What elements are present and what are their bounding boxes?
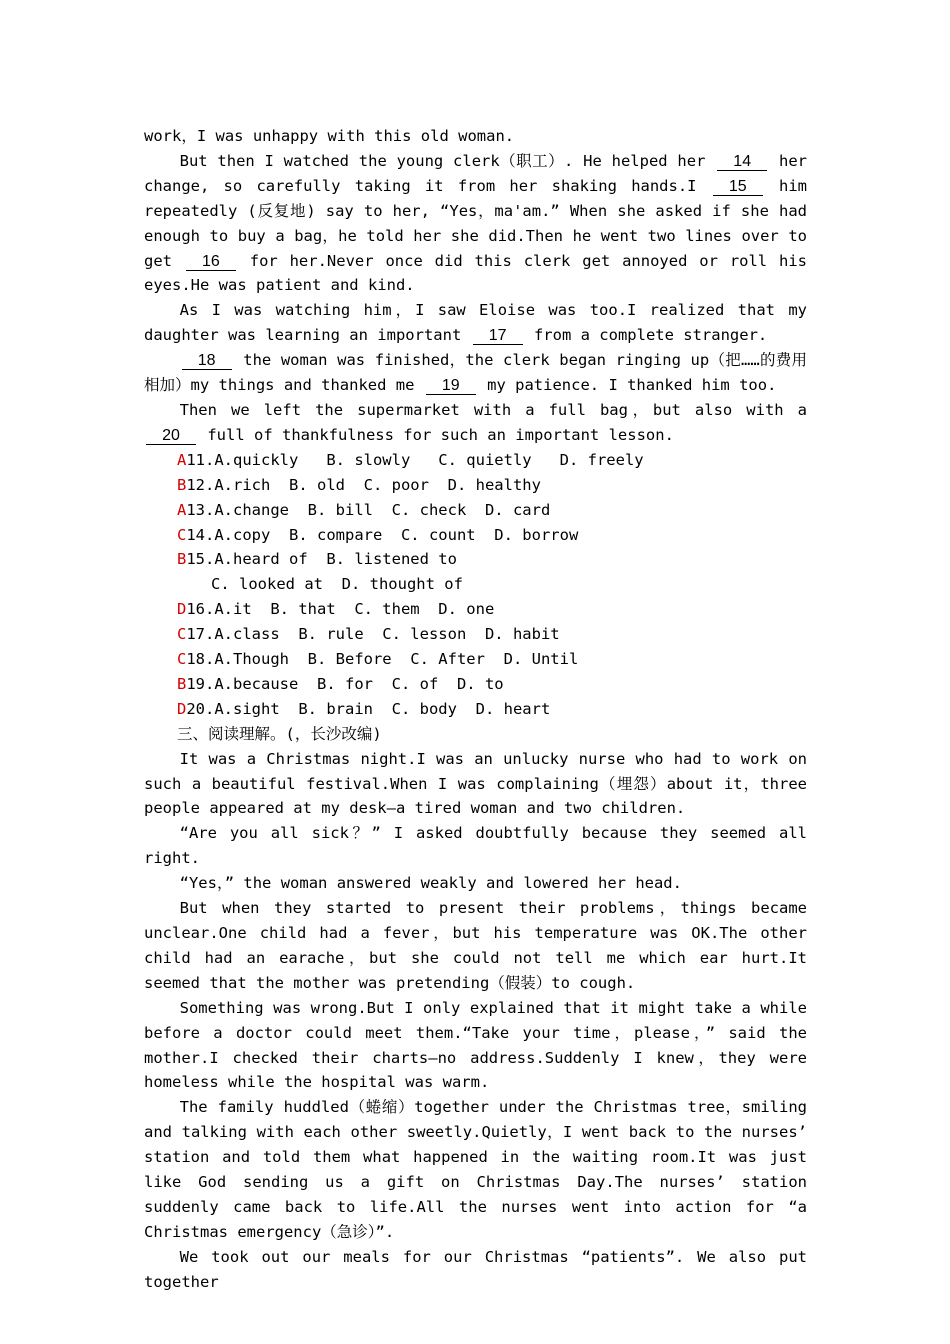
blank-17: 17: [473, 327, 523, 345]
paragraph: The family huddled（蜷缩）together under the Christmas tree，smiling and talking with each other sweetly.Quietly，I went back to the nurses’ station and told them what happened in the waiting room.It was just like God sending us a gift on Christmas Day.The nurses’ station suddenly came back to life.All the nurses went into action for “a Christmas emergency（急诊）”.: [144, 1098, 807, 1241]
question-options: 14.A.copy B. compare C. count D. borrow: [186, 525, 579, 544]
question-19: [144, 672, 807, 697]
blank-16: 16: [186, 253, 236, 271]
blank-20: 20: [146, 427, 196, 445]
text: my patience. I thanked him too.: [477, 376, 777, 395]
answer-key: A: [177, 450, 187, 469]
answer-key: B: [177, 674, 187, 693]
question-options: 15.A.heard of B. listened to: [186, 550, 457, 569]
text: him repeatedly (反复地) say to her, “Yes，ma'am.” When she asked if she had enough to buy a bag，he told her she did.Then he went two lines over to get: [144, 176, 808, 270]
document-page: [144, 124, 807, 1295]
answer-key: D: [177, 600, 187, 619]
question-options: 19.A.because B. for C. of D. to: [186, 674, 504, 693]
question-list: [144, 448, 807, 722]
answer-key: C: [177, 525, 187, 544]
question-14: [144, 523, 807, 548]
reading-passage: [144, 747, 807, 1295]
blank-19: 19: [426, 377, 476, 395]
question-15-continued: C. looked at D. thought of: [211, 575, 463, 594]
question-options: 20.A.sight B. brain C. body D. heart: [186, 699, 551, 718]
question-20: [144, 697, 807, 722]
section-heading: 三、阅读理解。(，长沙改编): [177, 724, 382, 743]
blank-18: 18: [182, 352, 232, 370]
answer-key: C: [177, 625, 187, 644]
answer-key: A: [177, 500, 187, 519]
paragraph: We took out our meals for our Christmas “patients”. We also put together: [144, 1247, 807, 1291]
paragraph: “Are you all sick？” I asked doubtfully because they seemed all right.: [144, 824, 807, 868]
text: from a complete stranger.: [524, 326, 768, 345]
blank-15: 15: [713, 178, 763, 196]
text: her change, so carefully taking it from her shaking hands.I: [144, 151, 807, 195]
paragraph: “Yes，” the woman answered weakly and lowered her head.: [179, 874, 682, 893]
question-options: 11.A.quickly B. slowly C. quietly D. freely: [186, 450, 644, 469]
question-options: 16.A.it B. that C. them D. one: [186, 600, 495, 619]
paragraph: Something was wrong.But I only explained that it might take a while before a doctor could meet them.“Take your time，please，” said the mother.I checked their charts—no address.Suddenly I knew，they were homeless while the hospital was warm.: [144, 998, 807, 1092]
text: As I was watching him，I saw Eloise was too.I realized that my daughter was learning an important: [144, 301, 807, 345]
question-16: [144, 597, 807, 622]
question-options: 17.A.class B. rule C. lesson D. habit: [186, 625, 560, 644]
question-11: [144, 448, 807, 473]
answer-key: B: [177, 475, 187, 494]
question-13: [144, 498, 807, 523]
answer-key: B: [177, 550, 187, 569]
question-18: [144, 647, 807, 672]
answer-key: D: [177, 699, 187, 718]
question-15: [144, 547, 807, 572]
paragraph-eloise: [144, 298, 807, 348]
text: for her.Never once did this clerk get annoyed or roll his eyes.He was patient and kind.: [144, 251, 808, 295]
question-options: 12.A.rich B. old C. poor D. healthy: [186, 475, 541, 494]
text: the woman was finished，the clerk began ringing up（把……的费用相加）my things and thanked me: [144, 351, 807, 395]
question-17: [144, 622, 807, 647]
question-options: 13.A.change B. bill C. check D. card: [186, 500, 551, 519]
question-12: [144, 473, 807, 498]
paragraph: work，I was unhappy with this old woman.: [144, 127, 515, 145]
paragraph: It was a Christmas night.I was an unlucky nurse who had to work on such a beautiful festival.When I was complaining（埋怨）about it，three people appeared at my desk—a tired woman and two children.: [144, 749, 807, 818]
paragraph-clerk: [144, 149, 807, 298]
text: full of thankfulness for such an important lesson.: [198, 425, 674, 444]
paragraph-left: [144, 398, 807, 448]
paragraph: But when they started to present their problems，things became unclear.One child had a fever，but his temperature was OK.The other child had an earache，but she could not tell me which ear hurt.It seemed that the mother was pretending（假装）to cough.: [144, 899, 807, 992]
question-options: 18.A.Though B. Before C. After D. Until: [186, 650, 579, 669]
text: Then we left the supermarket with a full bag，but also with a: [179, 400, 807, 419]
paragraph-finished: [144, 348, 807, 398]
text: But then I watched the young clerk（职工）. He helped her: [179, 151, 716, 170]
blank-14: 14: [717, 153, 767, 171]
answer-key: C: [177, 650, 187, 669]
